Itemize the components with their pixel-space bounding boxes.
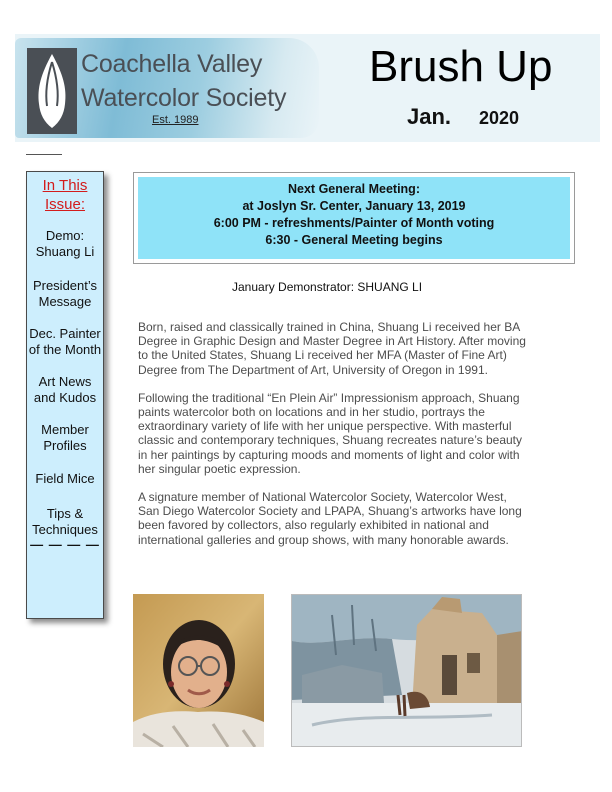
masthead	[15, 34, 600, 142]
meeting-line-4: 6:30 - General Meeting begins	[265, 233, 443, 247]
artist-portrait-photo	[133, 594, 264, 747]
sidebar-item-painter-of-month[interactable]: Dec. Painter of the Month	[28, 326, 102, 357]
meeting-line-3: 6:00 PM - refreshments/Painter of Month voting	[213, 216, 495, 230]
sidebar-item-art-news[interactable]: Art News and Kudos	[33, 374, 97, 405]
sidebar-item-demo[interactable]: Demo: Shuang Li	[35, 228, 95, 259]
sidebar-item-tips[interactable]: Tips & Techniques	[32, 506, 98, 537]
issue-year: 2020	[479, 108, 520, 128]
brush-emblem-icon	[27, 48, 77, 134]
logo	[15, 38, 319, 138]
article-paragraph: A signature member of National Watercolor Society, Watercolor West, San Diego Watercolor Society and LPAPA, Shuang’s artworks have long been favored by collectors, also regularly exhibited in national and international galleries and group shows, with many honorable awards.	[138, 490, 522, 547]
divider	[26, 154, 62, 155]
in-this-issue-sidebar	[26, 171, 104, 619]
article-body	[138, 320, 526, 561]
sidebar-dashes: — — — —	[30, 537, 100, 552]
sidebar-item-presidents-message[interactable]: President’s Message	[32, 278, 98, 309]
sidebar-item-member-profiles[interactable]: Member Profiles	[41, 422, 89, 453]
newsletter-title: Brush Up	[369, 42, 553, 91]
meeting-notice-body	[138, 177, 570, 259]
article-paragraph: Born, raised and classically trained in China, Shuang Li received her BA Degree in Graphic Design and Master Degree in Art History. After moving to the United States, Shuang Li received her MFA (Master of Fine Art) Degree from The Department of Art, University of Oregon in 1991.	[138, 320, 526, 377]
sidebar-item-field-mice[interactable]: Field Mice	[35, 471, 95, 486]
sidebar-heading: In This Issue:	[42, 177, 88, 213]
meeting-notice	[133, 172, 575, 264]
logo-established: Est. 1989	[152, 114, 199, 126]
logo-line1: Coachella Valley	[81, 50, 263, 78]
issue-month: Jan.	[407, 104, 452, 129]
meeting-line-1: Next General Meeting:	[288, 182, 420, 196]
demonstrator-heading: January Demonstrator: SHUANG LI	[232, 280, 423, 294]
logo-line2: Watercolor Society	[81, 84, 287, 112]
article-paragraph: Following the traditional “En Plein Air” Impressionism approach, Shuang paints watercolor both on locations and in her studio, portrays the extraordinary variety of life with her unique perspective. With masterful classic and contemporary techniques, Shuang recreates nature’s beauty in her paintings by capturing moods and moments of light and color with her singular poetic expression.	[138, 390, 523, 476]
meeting-line-2: at Joslyn Sr. Center, January 13, 2019	[242, 199, 466, 213]
demo-painting-photo	[291, 594, 522, 747]
